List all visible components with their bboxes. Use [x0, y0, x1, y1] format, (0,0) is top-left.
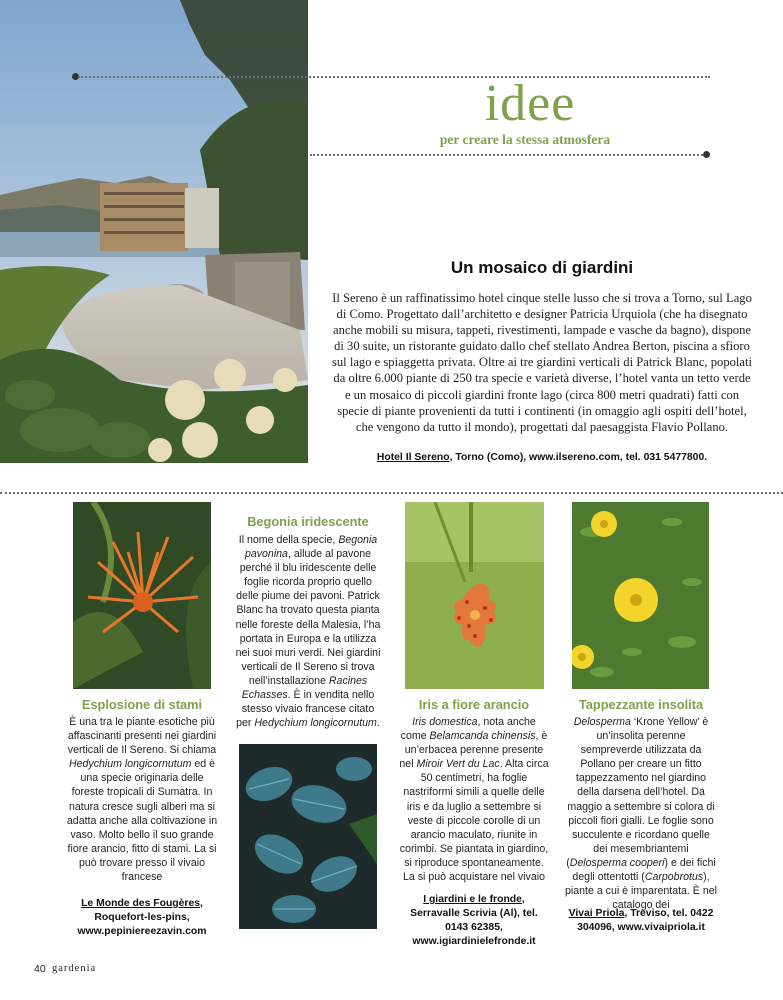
column-credit-stami: Le Monde des Fougères, Roquefort-les-pins, www.pepiniereezavin.com: [77, 898, 207, 938]
photo-hedychium: [73, 502, 211, 689]
section-divider-rule: [0, 492, 783, 494]
hero-photo-hotel-garden: [0, 0, 308, 463]
credit-link-le-monde[interactable]: Le Monde des Fougères: [81, 898, 201, 909]
photo-delosperma: [572, 502, 709, 689]
column-body-delosperma: Delosperma ‘Krone Yellow’ è un’insolita perenne sempreverde utilizzata da Pollano per creare un fitto tappezzamento nel giardino della darsena dell’hotel. Da maggio a settembre si colora di piccoli fiori gialli. Le foglie sono succulente e ricordano quelle dei mesembriantemi (Delosperma cooperi) e dei fichi degli ottentotti (Carpobrotus), piante a cui è imparentata. È nel catalogo dei: [565, 716, 717, 912]
rule-endpoint-dot: [703, 151, 710, 158]
column-body-begonia: Il nome della specie, Begonia pavonina, allude al pavone perché il blu iridescente delle foglie ricorda proprio quello delle piume dei pavoni. Patrick Blanc ha trovato questa pianta nelle foreste della Malesia, l’ha portata in Europa e la utilizza nei suoi muri verdi. Nei giardini verticali de Il Sereno si trova nell’installazione Racines Echasses. È in vendita nello stesso vivaio francese citato per Hedychium longicornutum.: [235, 534, 381, 730]
credit-link-giardini-fronde[interactable]: I giardini e le fronde: [423, 894, 522, 905]
column-body-stami: È una tra le piante esotiche più affascinanti presenti nei giardini verticali de Il Sereno. Si chiama Hedychium longicornutum ed è una specie originaria delle foreste tropicali di Sumatra. In natura cresce sugli alberi ma si adatta anche alla coltivazione in vaso. Molto bello il suo grande fiore arancio, fitto di stami. La si può trovare presso il vivaio francese: [66, 716, 218, 884]
column-credit-delosperma: Vivai Priola, Treviso, tel. 0422 304096, www.vivaipriola.it: [568, 908, 714, 934]
header-top-rule: [78, 76, 710, 78]
page-number: 40: [34, 963, 46, 975]
column-body-iris: Iris domestica, nota anche come Belamcanda chinensis, è un’erbacea perenne presente nel Miroir Vert du Lac. Alta circa 50 centimetri, ha foglie nastriformi simili a quelle delle iris e da luglio a settembre si veste di piccole corolle di un arancio maculato, riunite in corimbi. Se piantata in giardino, si riproduce spontaneamente. La si può acquistare nel vivaio: [399, 716, 549, 884]
column-title-stami: Esplosione di stami: [81, 697, 203, 712]
credit-link-vivai-priola[interactable]: Vivai Priola: [568, 908, 625, 919]
column-credit-iris: I giardini e le fronde, Serravalle Scrivia (Al), tel. 0143 62385, www.igiardinielefronde.it: [410, 894, 538, 948]
feature-credit-link[interactable]: Hotel Il Sereno,: [376, 452, 453, 463]
photo-iris-domestica: [405, 502, 544, 689]
magazine-name: gardenia: [52, 963, 97, 974]
feature-credit: [330, 452, 754, 463]
header-bottom-rule: [310, 154, 706, 156]
column-title-iris: Iris a fiore arancio: [418, 697, 530, 712]
feature-credit-details: Torno (Como), www.ilsereno.com, tel. 031 5477800.: [452, 452, 708, 463]
feature-title: Un mosaico di giardini: [450, 258, 634, 277]
section-subtitle: per creare la stessa atmosfera: [439, 132, 611, 147]
section-title: idee: [484, 75, 576, 132]
photo-begonia-pavonina: [239, 744, 377, 929]
column-title-delosperma: Tappezzante insolita: [578, 697, 704, 712]
column-title-begonia: Begonia iridescente: [247, 514, 369, 529]
feature-body: Il Sereno è un raffinatissimo hotel cinque stelle lusso che si trova a Torno, sul Lago di Como. Progettato dall’architetto e designer Patricia Urquiola (che ha disegnato anche mobili su misura, tappeti, rivestimenti, lampade e vasche da bagno), dispone di 30 suite, un ristorante guidato dallo chef stellato Andrea Berton, piscina a sfioro sul lago e spiaggetta privata. Oltre ai tre giardini verticali di Patrick Blanc, popolati da oltre 6.000 piante di 250 tra specie e varietà diverse, l’hotel vanta un tetto verde e un mosaico di piccoli giardini fronte lago (circa 800 metri quadrati) fatti con specie di piante provenienti da tutti i continenti (in omaggio agli ospiti dell’hotel, che vengono da tutto il mondo), progettati dal paesaggista Flavio Pollano.: [331, 291, 752, 434]
